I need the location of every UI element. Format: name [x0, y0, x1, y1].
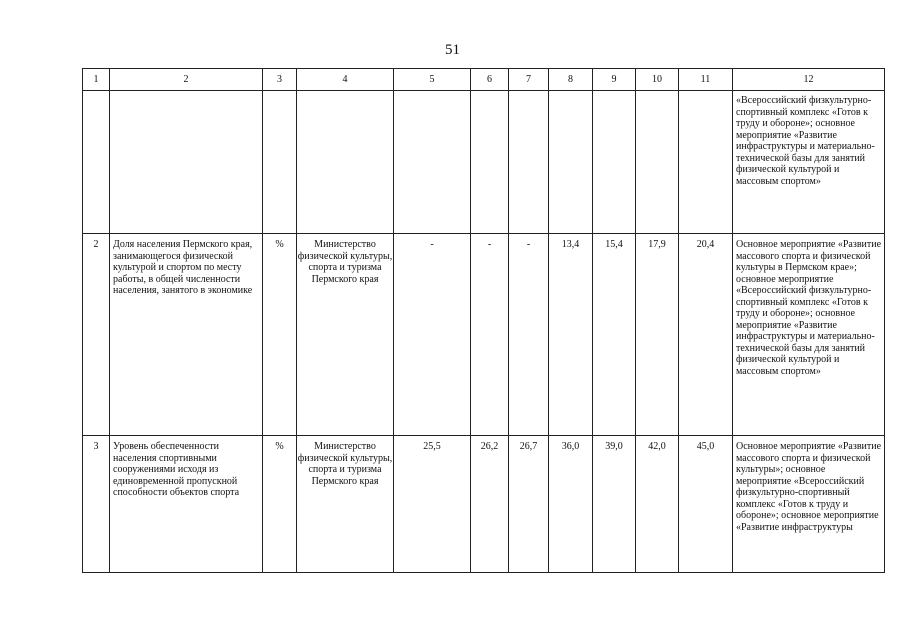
column-header: 1 [83, 69, 110, 91]
row-number-cell [83, 91, 110, 234]
indicator-name-cell: Уровень обеспеченности населения спортивными сооружениями исходя из единовременной пропускной способности объектов спорта [110, 436, 263, 573]
column-header: 9 [593, 69, 636, 91]
row-number-cell: 2 [83, 234, 110, 436]
value-cell [509, 91, 549, 234]
indicator-name-cell [110, 91, 263, 234]
value-cell [394, 91, 471, 234]
measures-cell: Основное мероприятие «Развитие массового спорта и физической культуры»; основное мероприятие «Всероссийский физкультурно-спортивный комплекс «Готов к труду и обороне»; основное мероприятие «Развитие инфраструктуры [733, 436, 885, 573]
value-cell [549, 91, 593, 234]
value-cell: 45,0 [679, 436, 733, 573]
value-cell [593, 91, 636, 234]
measures-cell: «Всероссийский физкультурно-спортивный комплекс «Готов к труду и обороне»; основное мероприятие «Развитие инфраструктуры и материально-технической базы для занятий физической культурой и массовым спортом» [733, 91, 885, 234]
ministry-cell [297, 91, 394, 234]
indicator-name-cell: Доля населения Пермского края, занимающегося физической культурой и спортом по месту работы, в общей численности населения, занятого в экономике [110, 234, 263, 436]
value-cell: 15,4 [593, 234, 636, 436]
table-row [83, 436, 885, 573]
column-header: 10 [636, 69, 679, 91]
column-header: 7 [509, 69, 549, 91]
value-cell: 26,2 [471, 436, 509, 573]
column-header: 12 [733, 69, 885, 91]
unit-cell [263, 91, 297, 234]
value-cell: - [509, 234, 549, 436]
value-cell: - [471, 234, 509, 436]
column-header: 2 [110, 69, 263, 91]
value-cell: 39,0 [593, 436, 636, 573]
column-header: 6 [471, 69, 509, 91]
page-number: 51 [445, 42, 460, 58]
column-header: 8 [549, 69, 593, 91]
value-cell [636, 91, 679, 234]
column-header: 11 [679, 69, 733, 91]
indicators-table [82, 68, 885, 573]
ministry-cell: Министерство физической культуры, спорта и туризма Пермского края [297, 234, 394, 436]
column-header: 4 [297, 69, 394, 91]
table-row [83, 234, 885, 436]
value-cell: - [394, 234, 471, 436]
table-row [83, 91, 885, 234]
value-cell: 13,4 [549, 234, 593, 436]
column-header: 5 [394, 69, 471, 91]
value-cell: 26,7 [509, 436, 549, 573]
column-header: 3 [263, 69, 297, 91]
value-cell: 17,9 [636, 234, 679, 436]
value-cell: 25,5 [394, 436, 471, 573]
value-cell: 20,4 [679, 234, 733, 436]
ministry-cell: Министерство физической культуры, спорта и туризма Пермского края [297, 436, 394, 573]
value-cell: 36,0 [549, 436, 593, 573]
measures-cell: Основное мероприятие «Развитие массового спорта и физической культуры в Пермском крае»; основное мероприятие «Всероссийский физкультурно-спортивный комплекс «Готов к труду и обороне»; основное мероприятие «Развитие инфраструктуры и материально-технической базы для занятий физической культурой и массовым спортом» [733, 234, 885, 436]
value-cell [679, 91, 733, 234]
unit-cell: % [263, 234, 297, 436]
row-number-cell: 3 [83, 436, 110, 573]
value-cell: 42,0 [636, 436, 679, 573]
unit-cell: % [263, 436, 297, 573]
value-cell [471, 91, 509, 234]
header-row [83, 69, 885, 91]
